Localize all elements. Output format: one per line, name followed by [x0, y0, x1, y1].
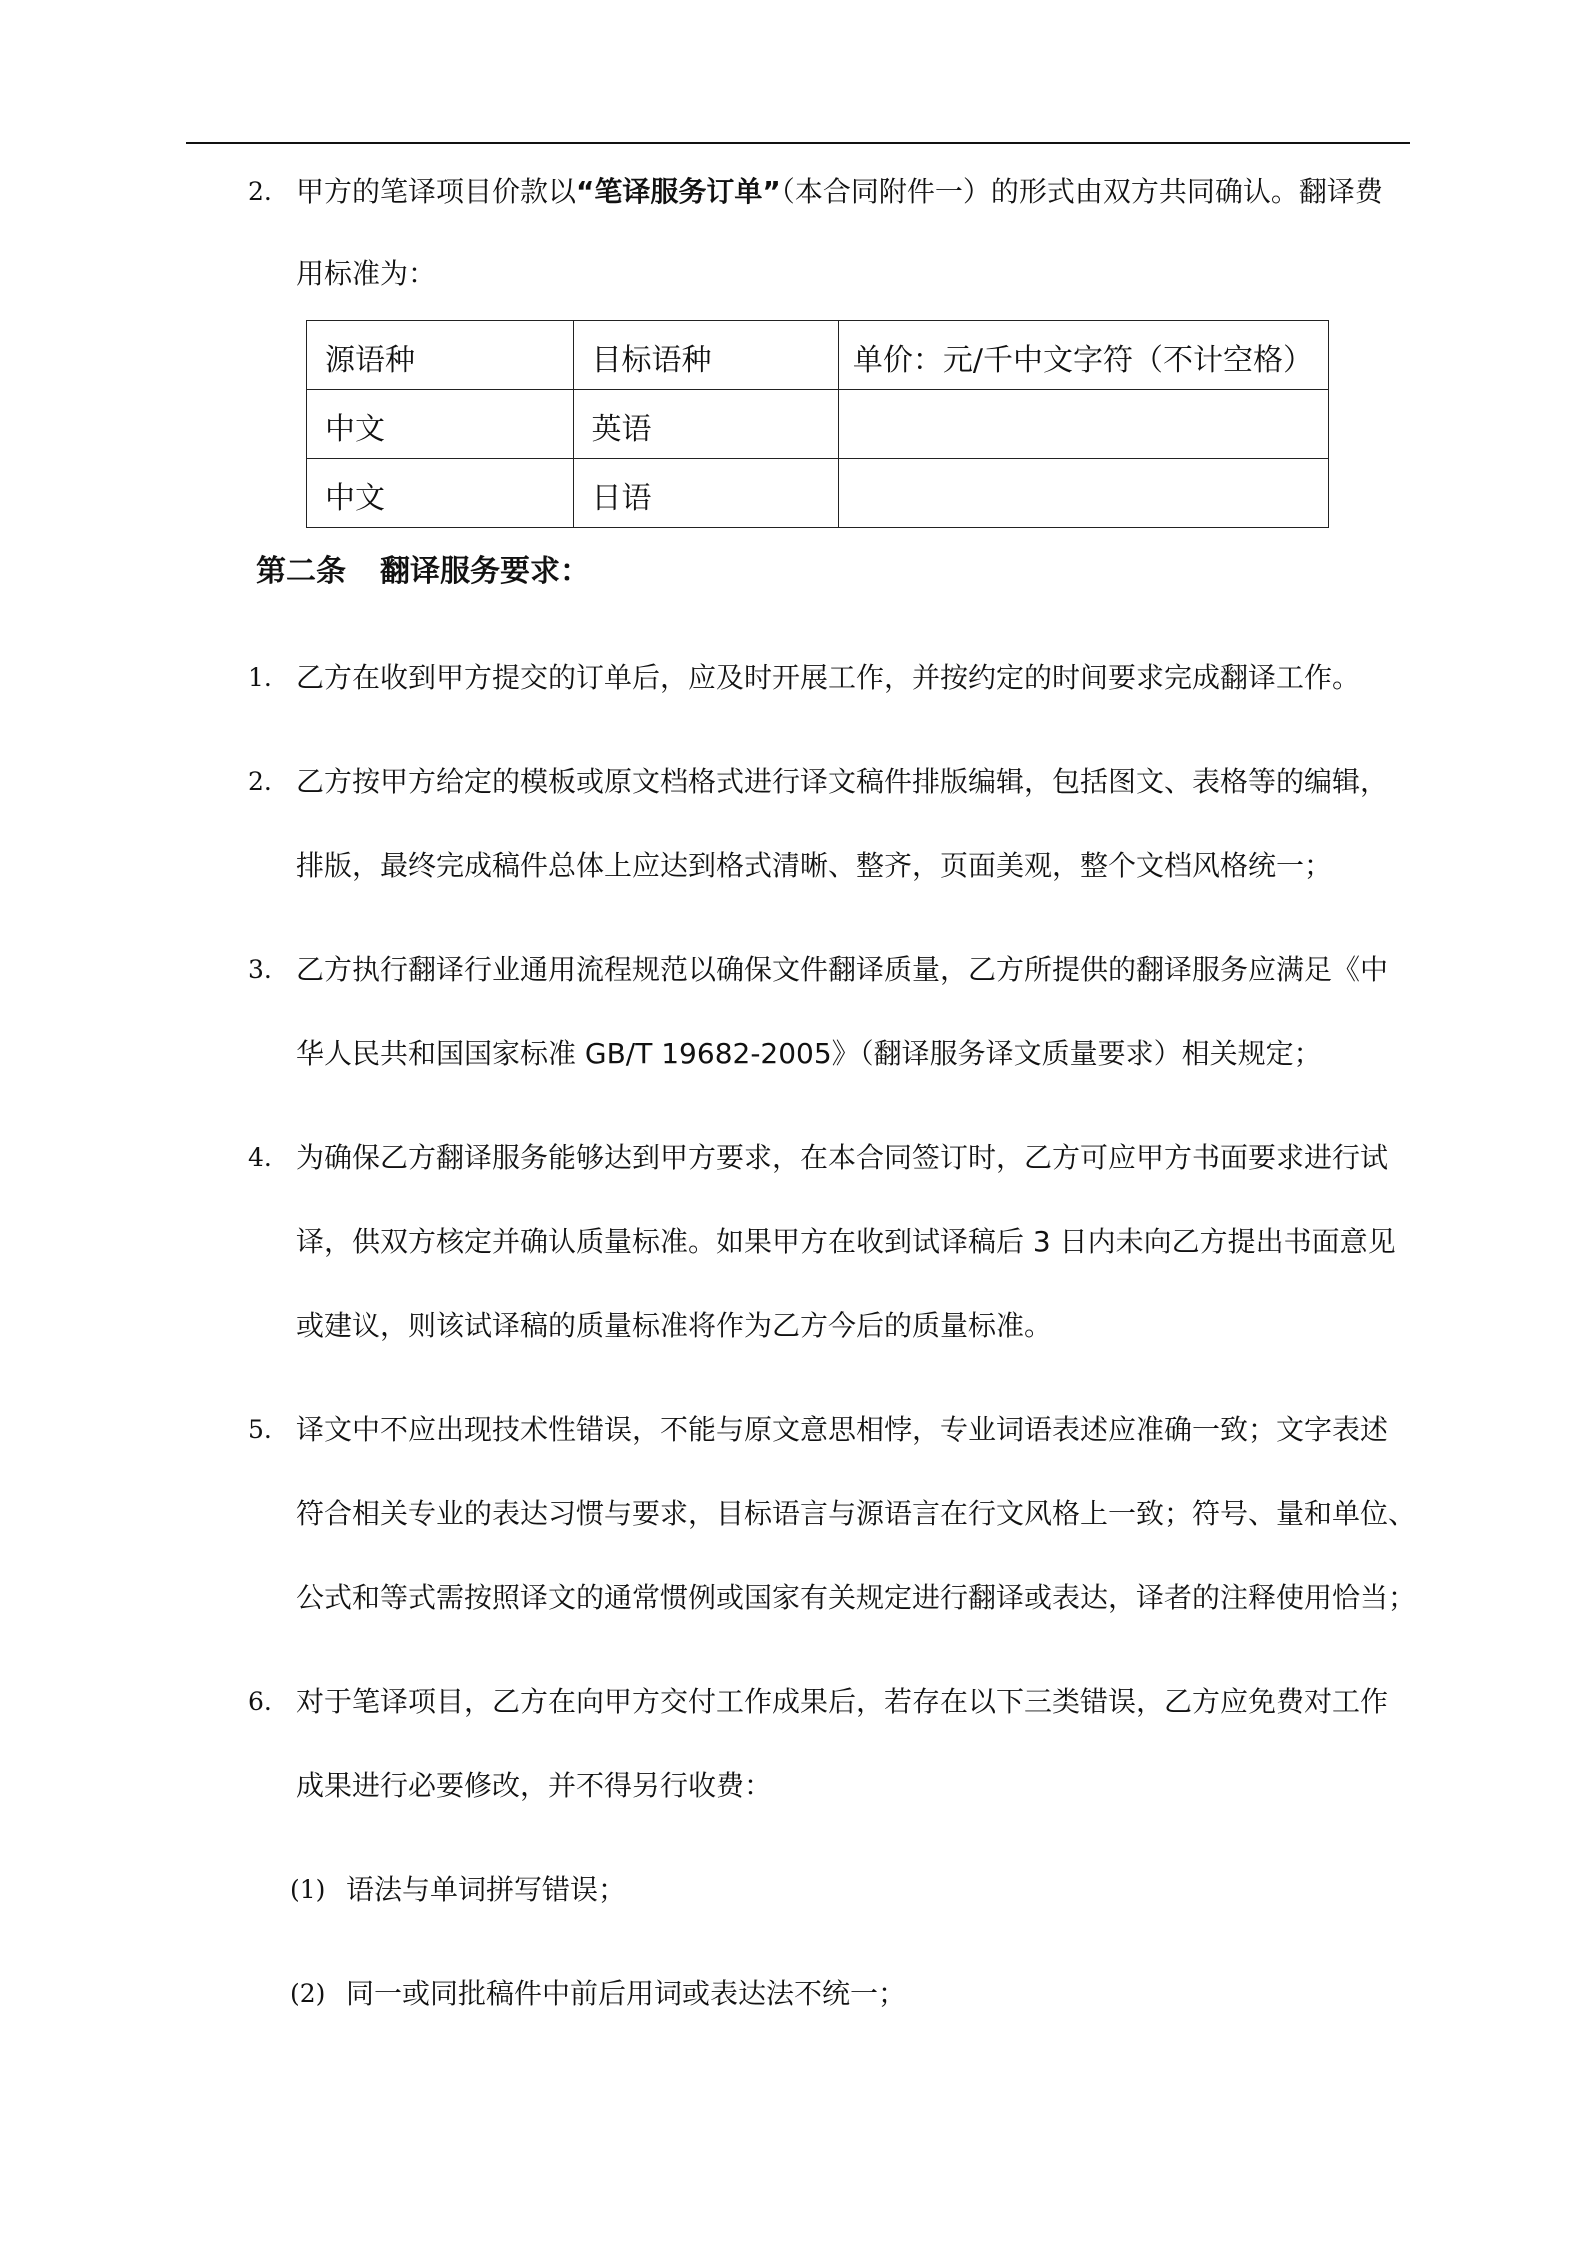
- table-row: [307, 459, 1329, 528]
- item-number: 6.: [248, 1687, 272, 1716]
- fee-table: [306, 320, 1329, 528]
- table-header-cell: 源语种: [307, 321, 574, 390]
- table-cell: 日语: [573, 459, 838, 528]
- paragraph-line: [296, 172, 1383, 212]
- paragraph-line: 语法与单词拼写错误；: [346, 1873, 627, 1906]
- paragraph-line: 为确保乙方翻译服务能够达到甲方要求，在本合同签订时，乙方可应甲方书面要求进行试: [296, 1141, 1389, 1174]
- paragraph-line: 译，供双方核定并确认质量标准。如果甲方在收到试译稿后 3 日内未向乙方提出书面意见: [296, 1225, 1396, 1258]
- header-rule: [186, 142, 1410, 144]
- text-run: （本合同附件一）的形式由双方共同确认。翻译费: [780, 175, 1383, 208]
- paragraph-line: 乙方执行翻译行业通用流程规范以确保文件翻译质量，乙方所提供的翻译服务应满足《中: [296, 953, 1389, 986]
- table-row: [307, 390, 1329, 459]
- item-number: 2.: [248, 177, 272, 206]
- paragraph-line: 公式和等式需按照译文的通常惯例或国家有关规定进行翻译或表达，译者的注释使用恰当；: [296, 1581, 1417, 1614]
- table-header-cell: 单价：元/千中文字符（不计空格）: [838, 321, 1328, 390]
- table-header-cell: 目标语种: [573, 321, 838, 390]
- paragraph-line: 对于笔译项目，乙方在向甲方交付工作成果后，若存在以下三类错误，乙方应免费对工作: [296, 1685, 1389, 1718]
- item-number: 1.: [248, 663, 272, 692]
- article-heading: [256, 550, 590, 594]
- text-run: 甲方的笔译项目价款以: [296, 175, 577, 208]
- item-number: 3.: [248, 955, 272, 984]
- table-cell: 中文: [307, 459, 574, 528]
- table-cell: [838, 459, 1328, 528]
- paragraph-line: 乙方按甲方给定的模板或原文档格式进行译文稿件排版编辑，包括图文、表格等的编辑，: [296, 765, 1389, 798]
- article-label: 第二条: [256, 554, 346, 589]
- table-cell: 中文: [307, 390, 574, 459]
- paragraph-line: 乙方在收到甲方提交的订单后，应及时开展工作，并按约定的时间要求完成翻译工作。: [296, 661, 1361, 694]
- paragraph-line: 译文中不应出现技术性错误，不能与原文意思相悖，专业词语表述应准确一致；文字表述: [296, 1413, 1389, 1446]
- table-cell: 英语: [573, 390, 838, 459]
- paragraph-line: 或建议，则该试译稿的质量标准将作为乙方今后的质量标准。: [296, 1309, 1053, 1342]
- item-number: 5.: [248, 1415, 272, 1444]
- paragraph-line: 同一或同批稿件中前后用词或表达法不统一；: [346, 1977, 907, 2010]
- paragraph-line: 华人民共和国国家标准 GB/T 19682-2005》（翻译服务译文质量要求）相关规定；: [296, 1037, 1322, 1070]
- paragraph-line: 符合相关专业的表达习惯与要求，目标语言与源语言在行文风格上一致；符号、量和单位、: [296, 1497, 1417, 1530]
- subitem-number: (2): [290, 1979, 326, 2008]
- item-number: 2.: [248, 767, 272, 796]
- paragraph-line: 成果进行必要修改，并不得另行收费：: [296, 1769, 773, 1802]
- table-cell: [838, 390, 1328, 459]
- order-name-bold: “笔译服务订单”: [576, 175, 781, 208]
- table-header-row: [307, 321, 1329, 390]
- article-title: 翻译服务要求：: [380, 554, 590, 589]
- subitem-number: (1): [290, 1875, 326, 1904]
- item-number: 4.: [248, 1143, 272, 1172]
- paragraph-line: 用标准为：: [296, 257, 437, 290]
- paragraph-line: 排版，最终完成稿件总体上应达到格式清晰、整齐，页面美观，整个文档风格统一；: [296, 849, 1333, 882]
